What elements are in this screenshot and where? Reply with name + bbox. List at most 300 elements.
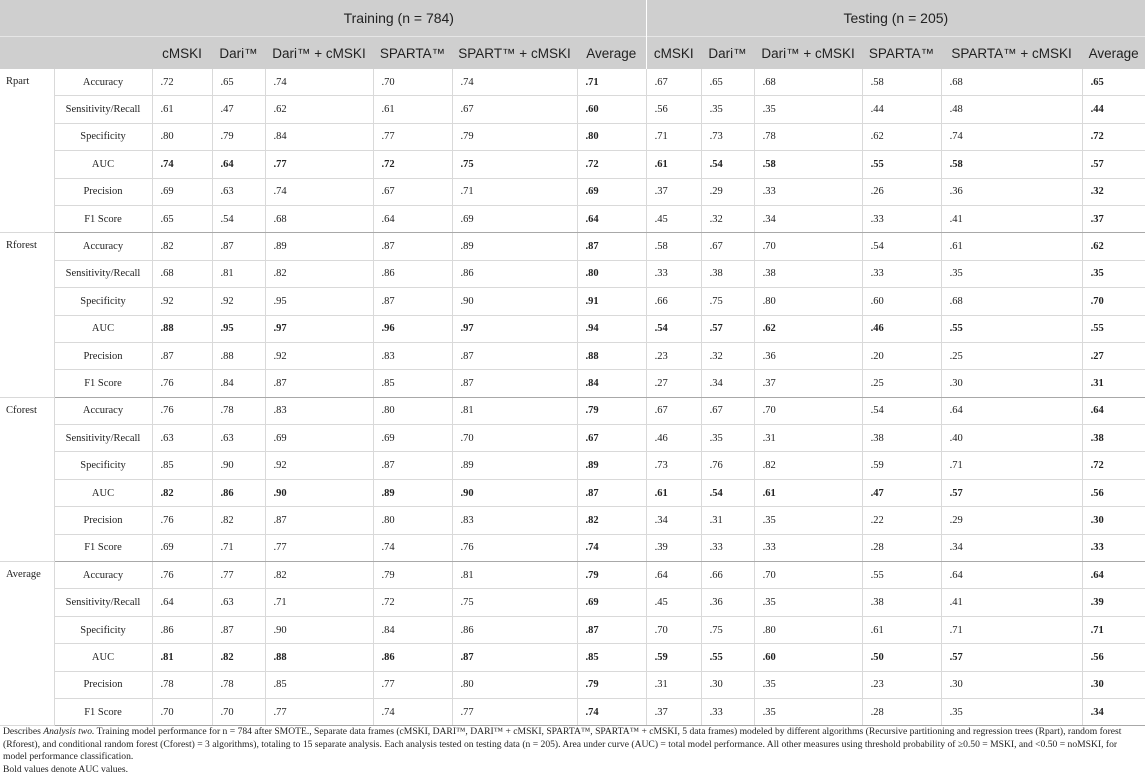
value-cell: .87 [373, 452, 452, 479]
testing-group-header: Testing (n = 205) [646, 0, 1145, 37]
value-cell: .58 [646, 233, 701, 260]
value-cell: .77 [452, 698, 577, 725]
column-header: Dari™ + cMSKI [265, 37, 373, 70]
value-cell: .75 [701, 288, 754, 315]
value-cell: .30 [1082, 507, 1145, 534]
value-cell: .77 [265, 534, 373, 561]
value-cell: .31 [646, 671, 701, 698]
metric-label: Specificity [54, 452, 152, 479]
value-cell: .73 [701, 123, 754, 150]
value-cell: .86 [373, 644, 452, 671]
value-cell: .69 [265, 425, 373, 452]
value-cell: .69 [577, 178, 646, 205]
value-cell: .87 [577, 233, 646, 260]
value-cell: .89 [265, 233, 373, 260]
value-cell: .64 [1082, 397, 1145, 424]
value-cell: .32 [701, 342, 754, 369]
value-cell: .88 [577, 342, 646, 369]
value-cell: .61 [373, 96, 452, 123]
value-cell: .73 [646, 452, 701, 479]
metric-label: F1 Score [54, 205, 152, 232]
value-cell: .63 [152, 425, 212, 452]
value-cell: .79 [373, 562, 452, 589]
metric-label: Specificity [54, 288, 152, 315]
value-cell: .70 [212, 698, 265, 725]
value-cell: .37 [646, 178, 701, 205]
value-cell: .67 [701, 233, 754, 260]
value-cell: .39 [646, 534, 701, 561]
metric-label: Sensitivity/Recall [54, 260, 152, 287]
value-cell: .54 [701, 151, 754, 178]
value-cell: .57 [701, 315, 754, 342]
value-cell: .30 [1082, 671, 1145, 698]
metric-label: Accuracy [54, 233, 152, 260]
table-row [0, 425, 1145, 452]
value-cell: .82 [265, 260, 373, 287]
value-cell: .74 [941, 123, 1082, 150]
value-cell: .65 [701, 69, 754, 96]
column-header: SPARTA™ + cMSKI [941, 37, 1082, 70]
value-cell: .80 [754, 616, 862, 643]
value-cell: .68 [941, 69, 1082, 96]
value-cell: .30 [941, 671, 1082, 698]
value-cell: .90 [452, 288, 577, 315]
value-cell: .80 [754, 288, 862, 315]
table-row [0, 397, 1145, 424]
table-row [0, 288, 1145, 315]
value-cell: .60 [577, 96, 646, 123]
table-row [0, 562, 1145, 589]
value-cell: .86 [452, 616, 577, 643]
value-cell: .63 [212, 425, 265, 452]
column-header: cMSKI [646, 37, 701, 70]
column-header: SPART™ + cMSKI [452, 37, 577, 70]
value-cell: .47 [862, 479, 941, 506]
value-cell: .45 [646, 589, 701, 616]
metric-label: Sensitivity/Recall [54, 589, 152, 616]
value-cell: .55 [862, 151, 941, 178]
metric-label: Sensitivity/Recall [54, 96, 152, 123]
value-cell: .56 [1082, 479, 1145, 506]
value-cell: .55 [701, 644, 754, 671]
value-cell: .74 [452, 69, 577, 96]
value-cell: .81 [452, 562, 577, 589]
value-cell: .95 [265, 288, 373, 315]
metric-label: Accuracy [54, 397, 152, 424]
table-row [0, 534, 1145, 561]
metric-label: Specificity [54, 123, 152, 150]
value-cell: .77 [265, 151, 373, 178]
value-cell: .97 [265, 315, 373, 342]
value-cell: .54 [646, 315, 701, 342]
value-cell: .72 [1082, 123, 1145, 150]
value-cell: .89 [452, 233, 577, 260]
value-cell: .68 [754, 69, 862, 96]
value-cell: .58 [862, 69, 941, 96]
value-cell: .88 [152, 315, 212, 342]
column-header: Dari™ [701, 37, 754, 70]
table-row [0, 96, 1145, 123]
value-cell: .67 [701, 397, 754, 424]
value-cell: .75 [452, 589, 577, 616]
value-cell: .78 [152, 671, 212, 698]
value-cell: .70 [754, 562, 862, 589]
metric-label: Precision [54, 342, 152, 369]
value-cell: .54 [212, 205, 265, 232]
value-cell: .70 [152, 698, 212, 725]
value-cell: .69 [373, 425, 452, 452]
value-cell: .20 [862, 342, 941, 369]
value-cell: .25 [941, 342, 1082, 369]
value-cell: .36 [754, 342, 862, 369]
value-cell: .82 [212, 507, 265, 534]
value-cell: .84 [577, 370, 646, 397]
value-cell: .38 [701, 260, 754, 287]
value-cell: .68 [152, 260, 212, 287]
value-cell: .56 [646, 96, 701, 123]
value-cell: .81 [452, 397, 577, 424]
value-cell: .92 [265, 452, 373, 479]
value-cell: .81 [212, 260, 265, 287]
value-cell: .80 [452, 671, 577, 698]
value-cell: .35 [1082, 260, 1145, 287]
value-cell: .30 [701, 671, 754, 698]
value-cell: .62 [1082, 233, 1145, 260]
value-cell: .31 [701, 507, 754, 534]
value-cell: .35 [941, 698, 1082, 725]
value-cell: .29 [941, 507, 1082, 534]
value-cell: .71 [452, 178, 577, 205]
value-cell: .26 [862, 178, 941, 205]
value-cell: .70 [1082, 288, 1145, 315]
metric-label: Sensitivity/Recall [54, 425, 152, 452]
table-row [0, 671, 1145, 698]
metric-label: F1 Score [54, 370, 152, 397]
table-row [0, 260, 1145, 287]
table-row [0, 205, 1145, 232]
value-cell: .27 [1082, 342, 1145, 369]
value-cell: .44 [862, 96, 941, 123]
value-cell: .27 [646, 370, 701, 397]
value-cell: .33 [1082, 534, 1145, 561]
value-cell: .75 [701, 616, 754, 643]
column-header: Dari™ [212, 37, 265, 70]
table-footnote [3, 726, 1133, 776]
table-row [0, 342, 1145, 369]
table-row [0, 151, 1145, 178]
value-cell: .31 [754, 425, 862, 452]
value-cell: .70 [646, 616, 701, 643]
value-cell: .74 [577, 698, 646, 725]
value-cell: .32 [701, 205, 754, 232]
column-header: SPARTA™ [373, 37, 452, 70]
footnote-text: Training model performance for n = 784 after SMOTE., Separate data frames (cMSKI, DARI™, DARI™ + cMSKI, SPARTA™, SPARTA™ + cMSKI, 5 data frames) modeled by different algorithms (Recursive partitioning and regression trees (Rpart), random forest (Rforest), and conditional random forest (Cforest) = 3 algorithms), totaling to 15 separate analysis. Each analysis tested on testing data (n = 205). Area under curve (AUC) = total model performance. All other measures using threshold probability of ≥0.50 = MSKI, and <0.50 = noMSKI, for model performance classification. [3, 726, 1122, 762]
value-cell: .82 [152, 233, 212, 260]
value-cell: .63 [212, 178, 265, 205]
value-cell: .40 [941, 425, 1082, 452]
value-cell: .70 [373, 69, 452, 96]
value-cell: .57 [1082, 151, 1145, 178]
metric-label: AUC [54, 479, 152, 506]
value-cell: .64 [152, 589, 212, 616]
value-cell: .37 [646, 698, 701, 725]
value-cell: .86 [373, 260, 452, 287]
value-cell: .74 [265, 69, 373, 96]
value-cell: .66 [701, 562, 754, 589]
value-cell: .72 [373, 589, 452, 616]
value-cell: .83 [373, 342, 452, 369]
value-cell: .88 [265, 644, 373, 671]
value-cell: .80 [373, 507, 452, 534]
value-cell: .33 [862, 205, 941, 232]
value-cell: .45 [646, 205, 701, 232]
table-row [0, 507, 1145, 534]
value-cell: .67 [373, 178, 452, 205]
value-cell: .33 [701, 534, 754, 561]
value-cell: .33 [754, 534, 862, 561]
value-cell: .64 [373, 205, 452, 232]
value-cell: .72 [1082, 452, 1145, 479]
value-cell: .34 [754, 205, 862, 232]
value-cell: .83 [452, 507, 577, 534]
metric-label: F1 Score [54, 698, 152, 725]
value-cell: .39 [1082, 589, 1145, 616]
metric-label: F1 Score [54, 534, 152, 561]
value-cell: .82 [577, 507, 646, 534]
value-cell: .46 [646, 425, 701, 452]
value-cell: .82 [152, 479, 212, 506]
value-cell: .28 [862, 698, 941, 725]
metric-label: AUC [54, 315, 152, 342]
column-header: cMSKI [152, 37, 212, 70]
value-cell: .35 [754, 507, 862, 534]
value-cell: .59 [646, 644, 701, 671]
value-cell: .74 [373, 534, 452, 561]
value-cell: .22 [862, 507, 941, 534]
value-cell: .87 [152, 342, 212, 369]
value-cell: .80 [152, 123, 212, 150]
value-cell: .70 [754, 233, 862, 260]
value-cell: .54 [862, 233, 941, 260]
value-cell: .29 [701, 178, 754, 205]
value-cell: .68 [941, 288, 1082, 315]
value-cell: .54 [701, 479, 754, 506]
value-cell: .31 [1082, 370, 1145, 397]
value-cell: .32 [1082, 178, 1145, 205]
value-cell: .84 [265, 123, 373, 150]
table-row [0, 69, 1145, 96]
value-cell: .76 [152, 397, 212, 424]
value-cell: .76 [152, 562, 212, 589]
value-cell: .71 [646, 123, 701, 150]
value-cell: .86 [212, 479, 265, 506]
value-cell: .64 [212, 151, 265, 178]
value-cell: .48 [941, 96, 1082, 123]
value-cell: .76 [152, 507, 212, 534]
value-cell: .38 [1082, 425, 1145, 452]
value-cell: .61 [941, 233, 1082, 260]
value-cell: .85 [577, 644, 646, 671]
value-cell: .77 [212, 562, 265, 589]
value-cell: .84 [212, 370, 265, 397]
value-cell: .88 [212, 342, 265, 369]
value-cell: .64 [646, 562, 701, 589]
value-cell: .34 [941, 534, 1082, 561]
value-cell: .55 [941, 315, 1082, 342]
value-cell: .78 [212, 671, 265, 698]
metric-label: Precision [54, 178, 152, 205]
metric-label: Precision [54, 507, 152, 534]
value-cell: .78 [754, 123, 862, 150]
value-cell: .64 [577, 205, 646, 232]
value-cell: .33 [701, 698, 754, 725]
value-cell: .36 [701, 589, 754, 616]
table-row [0, 479, 1145, 506]
value-cell: .64 [941, 562, 1082, 589]
value-cell: .41 [941, 589, 1082, 616]
value-cell: .38 [862, 425, 941, 452]
value-cell: .61 [754, 479, 862, 506]
value-cell: .76 [452, 534, 577, 561]
value-cell: .80 [373, 397, 452, 424]
value-cell: .83 [265, 397, 373, 424]
value-cell: .90 [265, 479, 373, 506]
value-cell: .87 [577, 616, 646, 643]
value-cell: .65 [212, 69, 265, 96]
value-cell: .89 [373, 479, 452, 506]
model-label: Rforest [0, 233, 54, 397]
column-header: SPARTA™ [862, 37, 941, 70]
value-cell: .77 [265, 698, 373, 725]
table-row [0, 315, 1145, 342]
value-cell: .35 [701, 425, 754, 452]
value-cell: .79 [577, 671, 646, 698]
value-cell: .87 [212, 616, 265, 643]
value-cell: .35 [754, 698, 862, 725]
value-cell: .23 [646, 342, 701, 369]
value-cell: .69 [152, 178, 212, 205]
table-row [0, 644, 1145, 671]
value-cell: .71 [265, 589, 373, 616]
value-cell: .55 [862, 562, 941, 589]
value-cell: .77 [373, 671, 452, 698]
column-header: Dari™ + cMSKI [754, 37, 862, 70]
value-cell: .71 [212, 534, 265, 561]
model-label: Average [0, 562, 54, 726]
value-cell: .35 [754, 671, 862, 698]
metric-label: AUC [54, 644, 152, 671]
value-cell: .96 [373, 315, 452, 342]
value-cell: .87 [452, 644, 577, 671]
table-body [0, 69, 1145, 726]
value-cell: .92 [265, 342, 373, 369]
table-row [0, 698, 1145, 725]
value-cell: .44 [1082, 96, 1145, 123]
value-cell: .69 [577, 589, 646, 616]
value-cell: .87 [373, 233, 452, 260]
value-cell: .74 [373, 698, 452, 725]
value-cell: .61 [646, 151, 701, 178]
value-cell: .71 [1082, 616, 1145, 643]
metric-label: Accuracy [54, 562, 152, 589]
value-cell: .72 [152, 69, 212, 96]
footnote-analysis-name: Analysis two. [43, 726, 95, 737]
value-cell: .62 [754, 315, 862, 342]
column-header: Average [577, 37, 646, 70]
value-cell: .77 [373, 123, 452, 150]
value-cell: .60 [754, 644, 862, 671]
value-cell: .57 [941, 644, 1082, 671]
value-cell: .97 [452, 315, 577, 342]
value-cell: .78 [212, 397, 265, 424]
value-cell: .79 [212, 123, 265, 150]
value-cell: .90 [265, 616, 373, 643]
table-header [0, 0, 1145, 69]
value-cell: .66 [646, 288, 701, 315]
value-cell: .23 [862, 671, 941, 698]
value-cell: .90 [212, 452, 265, 479]
value-cell: .56 [1082, 644, 1145, 671]
table-row [0, 616, 1145, 643]
value-cell: .92 [212, 288, 265, 315]
value-cell: .87 [212, 233, 265, 260]
value-cell: .25 [862, 370, 941, 397]
value-cell: .62 [265, 96, 373, 123]
value-cell: .94 [577, 315, 646, 342]
value-cell: .87 [373, 288, 452, 315]
value-cell: .90 [452, 479, 577, 506]
value-cell: .33 [646, 260, 701, 287]
value-cell: .69 [152, 534, 212, 561]
value-cell: .61 [152, 96, 212, 123]
value-cell: .34 [646, 507, 701, 534]
table-row [0, 370, 1145, 397]
value-cell: .36 [941, 178, 1082, 205]
value-cell: .33 [862, 260, 941, 287]
value-cell: .76 [152, 370, 212, 397]
value-cell: .87 [577, 479, 646, 506]
value-cell: .67 [646, 69, 701, 96]
model-label: Rpart [0, 69, 54, 233]
value-cell: .68 [265, 205, 373, 232]
value-cell: .67 [452, 96, 577, 123]
metric-label: Accuracy [54, 69, 152, 96]
value-cell: .85 [373, 370, 452, 397]
value-cell: .67 [646, 397, 701, 424]
value-cell: .74 [152, 151, 212, 178]
footnote-prefix: Describes [3, 726, 44, 737]
value-cell: .82 [265, 562, 373, 589]
value-cell: .59 [862, 452, 941, 479]
value-cell: .82 [212, 644, 265, 671]
value-cell: .30 [941, 370, 1082, 397]
value-cell: .65 [152, 205, 212, 232]
value-cell: .38 [862, 589, 941, 616]
value-cell: .71 [941, 452, 1082, 479]
value-cell: .37 [754, 370, 862, 397]
value-cell: .35 [701, 96, 754, 123]
column-header: Average [1082, 37, 1145, 70]
value-cell: .70 [754, 397, 862, 424]
header-corner-lower [0, 37, 152, 70]
value-cell: .69 [452, 205, 577, 232]
value-cell: .50 [862, 644, 941, 671]
value-cell: .35 [754, 589, 862, 616]
value-cell: .80 [577, 123, 646, 150]
value-cell: .47 [212, 96, 265, 123]
value-cell: .64 [1082, 562, 1145, 589]
metric-label: AUC [54, 151, 152, 178]
